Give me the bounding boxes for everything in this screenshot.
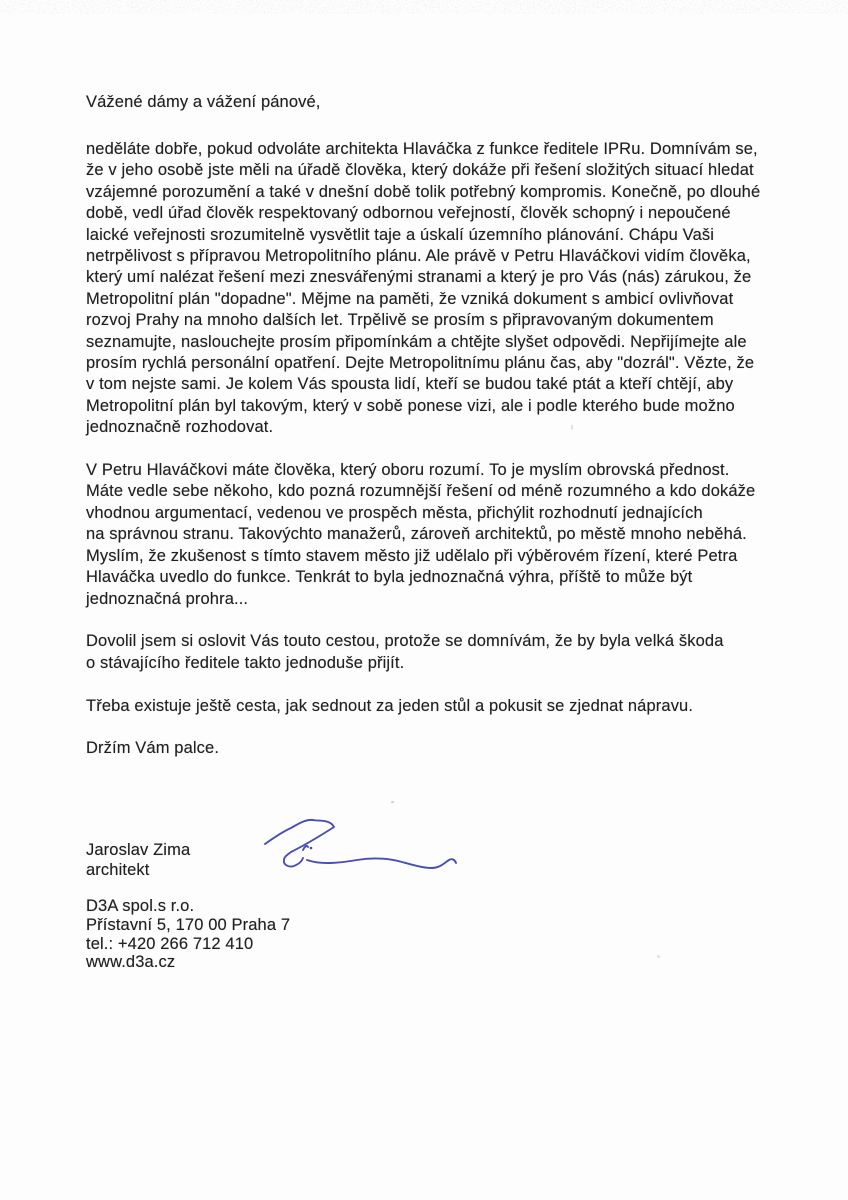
text-line: rozvoj Prahy na mnoho dalších let. Trpělivě se prosím s připravovaným dokumentem (86, 311, 714, 330)
text-line: jednoznačně rozhodovat. (86, 418, 274, 437)
scan-speck (571, 425, 573, 430)
paragraph (86, 696, 816, 717)
signer-title: architekt (86, 861, 150, 879)
paragraph (86, 139, 816, 439)
text-line: v tom nejste sami. Je kolem Vás spousta lidí, kteří se budou také ptát a kteří chtějí, aby (86, 375, 734, 394)
salutation: Vážené dámy a vážení pánové, (86, 93, 321, 111)
text-line: Metropolitní plán "dopadne". Mějme na paměti, že vzniká dokument s ambicí ovlivňovat (86, 289, 734, 308)
text-line: vhodnou argumentací, vedenou ve prospěch města, přichýlit rozhodnutí jednajících (86, 503, 703, 522)
paragraph (86, 738, 816, 759)
handwritten-signature-image (255, 810, 467, 882)
text-line: Držím Vám palce. (86, 739, 220, 758)
company-block (86, 897, 816, 972)
text-line: jednoznačná prohra... (86, 589, 249, 608)
company-phone: tel.: +420 266 712 410 (86, 934, 254, 953)
scan-speck (391, 801, 394, 803)
text-line: Hlaváčka uvedlo do funkce. Tenkrát to byla jednoznačná výhra, příště to může být (86, 568, 693, 587)
company-name: D3A spol.s r.o. (86, 897, 195, 915)
text-line: Třeba existuje ještě cesta, jak sednout za jeden stůl a pokusit se zjednat nápravu. (86, 696, 694, 715)
text-line: Dovolil jsem si oslovit Vás touto cestou, protože se domnívám, že by byla velká škoda (86, 632, 724, 651)
text-line: který umí nalézat řešení mezi znesvářenými stranami a který je pro Vás (nás) zárukou, že (86, 268, 752, 287)
text-line: o stávajícího ředitele takto jednoduše přijít. (86, 653, 405, 672)
company-address: Přístavní 5, 170 00 Praha 7 (86, 915, 291, 934)
text-line: seznamujte, naslouchejte prosím připomínkám a chtějte slyšet odpovědi. Nepřijímejte ale (86, 332, 747, 351)
text-line: době, vedl úřad člověk respektovaný odbornou veřejností, člověk schopný i nepoučené (86, 204, 731, 223)
text-line: vzájemné porozumění a také v dnešní době tolik potřebný kompromis. Konečně, po dlouhé (86, 182, 761, 201)
paragraph (86, 460, 816, 610)
text-line: V Petru Hlaváčkovi máte člověka, který oboru rozumí. To je myslím obrovská přednost. (86, 461, 730, 480)
company-website: www.d3a.cz (86, 953, 176, 972)
text-line: neděláte dobře, pokud odvoláte architekta Hlaváčka z funkce ředitele IPRu. Domnívám se, (86, 140, 758, 158)
text-line: na správnou stranu. Takovýchto manažerů, zároveň architektů, po městě mnoho neběhá. (86, 525, 747, 544)
scan-speck (574, 553, 576, 556)
scan-noise-band (0, 0, 848, 14)
text-line: Myslím, že zkušenost s tímto stavem město již udělalo při výběrovém řízení, které Petra (86, 546, 738, 565)
text-line: Metropolitní plán byl takovým, který v sobě ponese vizi, ale i podle kterého bude možno (86, 396, 735, 415)
paragraph (86, 631, 816, 674)
text-line: laické veřejnosti srozumitelně vysvětlit taje a úskalí územního plánování. Chápu Vaši (86, 225, 715, 244)
scan-speck (657, 955, 660, 958)
text-line: Máte vedle sebe někoho, kdo pozná rozumnější řešení od méně rozumného a kdo dokáže (86, 482, 756, 501)
signer-name: Jaroslav Zima (86, 841, 191, 859)
text-line: netrpělivost s přípravou Metropolitního plánu. Ale právě v Petru Hlaváčkovi vidím člověka, (86, 247, 751, 266)
text-line: prosím rychlá personální opatření. Dejte Metropolitnímu plánu čas, aby "dozrál". Vězte, že (86, 354, 755, 373)
letter-body (86, 139, 816, 781)
text-line: že v jeho osobě jste měli na úřadě člověka, který dokáže při řešení složitých situací hledat (86, 161, 754, 180)
